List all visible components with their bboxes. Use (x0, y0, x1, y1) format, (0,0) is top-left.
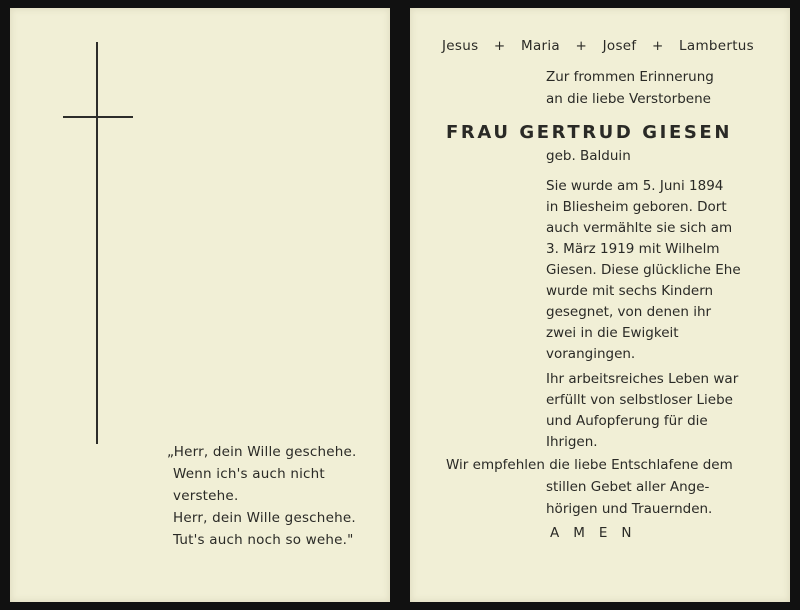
life-description (546, 369, 738, 453)
biography-line: Sie wurde am 5. Juni 1894 (546, 178, 724, 194)
biography-line: vorangingen. (546, 346, 636, 362)
poem-line: Tut's auch noch so wehe." (173, 532, 354, 548)
holy-names (442, 38, 754, 54)
prayer-line: hörigen und Trauernden. (546, 501, 713, 517)
biography-line: Giesen. Diese glückliche Ehe (546, 262, 741, 278)
biography-line: gesegnet, von denen ihr (546, 304, 712, 320)
life-line: erfüllt von selbstloser Liebe (546, 392, 733, 408)
life-line: Ihrigen. (546, 434, 598, 450)
holy-name: Lambertus (679, 38, 754, 54)
poem-line: verstehe. (173, 488, 239, 504)
holy-name: Maria (521, 38, 561, 54)
biography-line: wurde mit sechs Kindern (546, 283, 714, 299)
cross-icon (96, 42, 98, 444)
cross-separator: + (651, 38, 664, 54)
intro-line: an die liebe Verstorbene (546, 91, 711, 107)
poem-line: Herr, dein Wille geschehe. (173, 510, 356, 526)
intro (546, 66, 714, 110)
holy-name: Jesus (442, 38, 479, 54)
life-line: Ihr arbeitsreiches Leben war (546, 371, 739, 387)
biography-line: in Bliesheim geboren. Dort (546, 199, 727, 215)
right-card (410, 8, 790, 602)
cross-icon-bar (63, 116, 133, 118)
poem-line: Wenn ich's auch nicht (173, 466, 325, 482)
life-line: und Aufopferung für die (546, 413, 708, 429)
left-card (10, 8, 390, 602)
poem (167, 441, 357, 551)
biography-line: auch vermählte sie sich am (546, 220, 733, 236)
maiden-name: geb. Balduin (546, 148, 631, 164)
prayer-request (446, 454, 733, 520)
prayer-line: Wir empfehlen die liebe Entschlafene dem (446, 457, 733, 473)
poem-line: „Herr, dein Wille geschehe. (167, 444, 357, 460)
deceased-name: FRAU GERTRUD GIESEN (446, 122, 732, 143)
intro-line: Zur frommen Erinnerung (546, 69, 714, 85)
biography-line: zwei in die Ewigkeit (546, 325, 679, 341)
biography (546, 176, 741, 365)
cross-separator: + (493, 38, 506, 54)
holy-name: Josef (602, 38, 637, 54)
prayer-line: stillen Gebet aller Ange- (546, 479, 710, 495)
amen: AMEN (550, 525, 646, 541)
biography-line: 3. März 1919 mit Wilhelm (546, 241, 720, 257)
cross-separator: + (575, 38, 588, 54)
